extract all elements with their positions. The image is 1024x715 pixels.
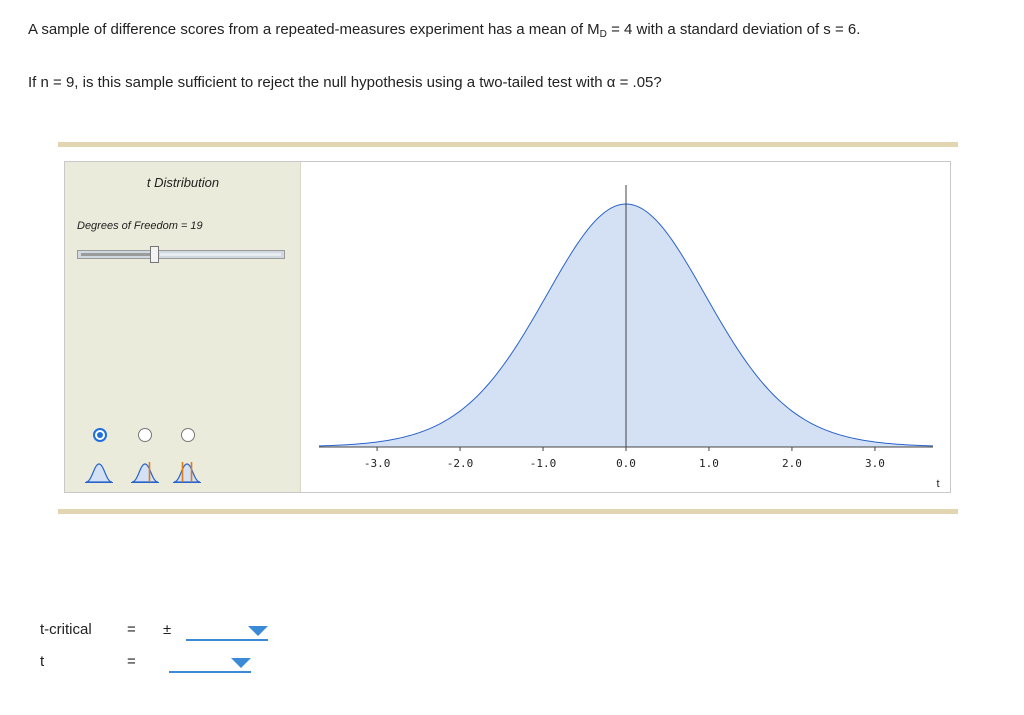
- df-slider-remaining: [160, 253, 281, 256]
- x-tick-label: 0.0: [616, 457, 636, 470]
- control-panel: [65, 162, 301, 492]
- curve-one-tail-icon: [131, 459, 159, 485]
- top-divider: [58, 142, 958, 147]
- question-text-part-1: A sample of difference scores from a repeated-measures experiment has a mean of M: [28, 21, 600, 38]
- radio-two-tails[interactable]: [181, 428, 195, 442]
- question-line-2: If n = 9, is this sample sufficient to reject the null hypothesis using a two-tailed test with α = .05?: [28, 74, 662, 91]
- x-tick-label: 2.0: [782, 457, 802, 470]
- plus-minus-sign: ±: [163, 621, 172, 638]
- bottom-divider: [58, 509, 958, 514]
- x-tick-label: -2.0: [446, 457, 474, 470]
- df-slider-fill: [81, 253, 150, 256]
- t-dropdown-arrow-icon: [231, 658, 251, 668]
- t-critical-dropdown[interactable]: [186, 623, 268, 641]
- t-distribution-tool: [64, 161, 951, 493]
- radio-no-tails[interactable]: [93, 428, 107, 442]
- x-axis-label: t: [936, 478, 940, 490]
- x-axis-ticks: [364, 447, 885, 470]
- t-critical-label: t-critical: [40, 621, 92, 638]
- question-text-part-2: = 4 with a standard deviation of s = 6.: [606, 21, 861, 38]
- x-tick-label: 3.0: [864, 457, 885, 470]
- subscript-d: D: [599, 29, 607, 40]
- df-slider-track[interactable]: [77, 250, 285, 259]
- t-critical-dropdown-arrow-icon: [248, 626, 268, 636]
- t-dropdown[interactable]: [169, 655, 251, 673]
- curve-two-tails-icon: [173, 459, 201, 485]
- x-tick-label: -3.0: [363, 457, 391, 470]
- t-equals: =: [127, 653, 136, 670]
- radio-one-tail[interactable]: [138, 428, 152, 442]
- t-label: t: [40, 653, 45, 670]
- t-critical-equals: =: [127, 621, 136, 638]
- t-distribution-chart: [302, 162, 950, 492]
- df-slider-thumb[interactable]: [150, 246, 159, 263]
- curve-no-tails-icon: [85, 459, 113, 485]
- x-tick-label: -1.0: [529, 457, 557, 470]
- question-line-1: [28, 21, 860, 38]
- tool-title: t Distribution: [146, 175, 220, 190]
- x-tick-label: 1.0: [699, 457, 719, 470]
- df-label: Degrees of Freedom = 19: [77, 220, 203, 232]
